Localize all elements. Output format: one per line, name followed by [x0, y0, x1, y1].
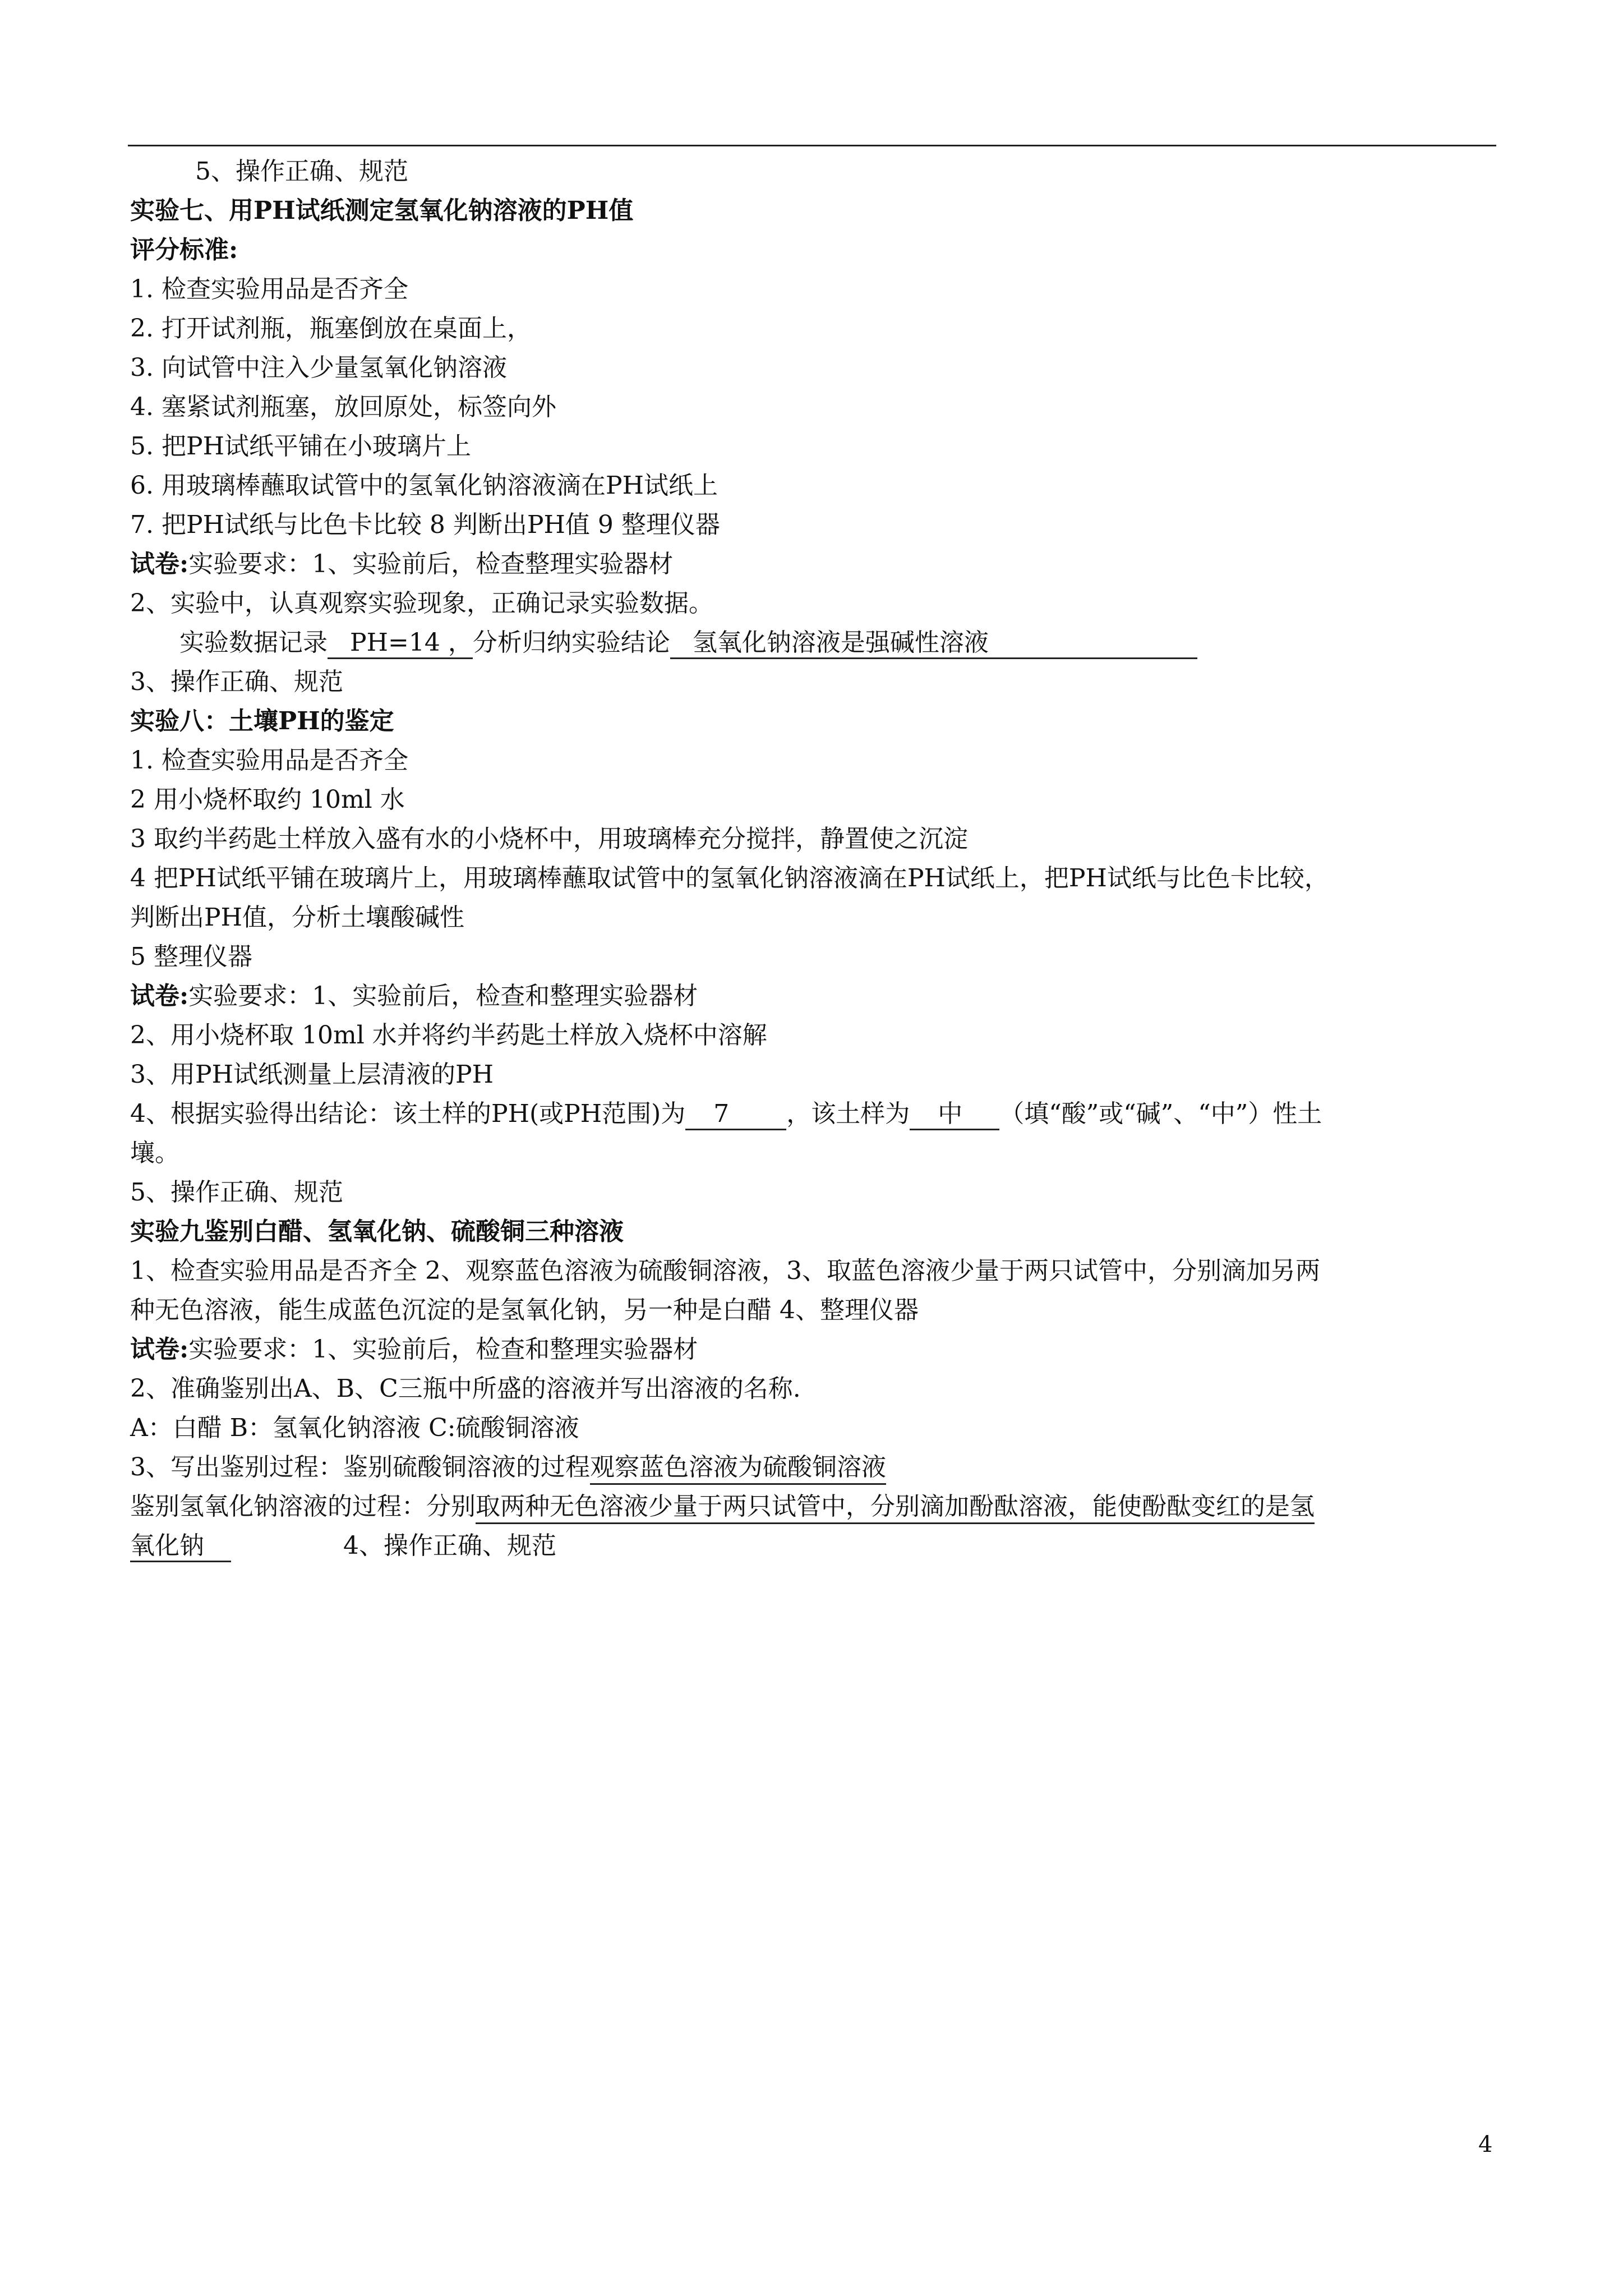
exp9-paper-line — [130, 1333, 698, 1366]
exp7-paper-label: 试卷: — [130, 550, 189, 578]
exp7-title: 实验七、用PH试纸测定氢氧化钠溶液的PH值 — [130, 196, 634, 225]
exp7-record-value: PH=14 ， — [328, 628, 473, 659]
exp8-requirement-2: 2、用小烧杯取 10ml 水并将约半药匙土样放入烧杯中溶解 — [130, 1021, 767, 1050]
exp9-paper-requirement: 实验要求：1、实验前后，检查和整理实验器材 — [188, 1335, 698, 1364]
exp8-paper-requirement: 实验要求：1、实验前后，检查和整理实验器材 — [188, 982, 698, 1010]
exp8-paper-line — [130, 979, 698, 1013]
exp8-requirement-5: 5、操作正确、规范 — [130, 1178, 343, 1207]
exp9-naoh-process-end: 氧化钠 — [130, 1531, 231, 1562]
exp7-record-conclusion: 氢氧化钠溶液是强碱性溶液 — [670, 628, 1197, 659]
exp7-requirement-2: 2、实验中，认真观察实验现象，正确记录实验数据。 — [130, 589, 713, 618]
exp7-scoring-heading: 评分标准: — [130, 236, 238, 264]
exp7-record-line — [179, 626, 1197, 660]
exp7-step-3: 3. 向试管中注入少量氢氧化钠溶液 — [130, 353, 507, 382]
exp8-step-3: 3 取约半药匙土样放入盛有水的小烧杯中，用玻璃棒充分搅拌，静置使之沉淀 — [130, 825, 968, 853]
exp8-req4-mid: ，该土样为 — [786, 1099, 910, 1128]
exp7-step-1: 1. 检查实验用品是否齐全 — [130, 275, 408, 303]
exp7-step-4: 4. 塞紧试剂瓶塞，放回原处，标签向外 — [130, 393, 556, 421]
exp7-paper-line — [130, 547, 673, 581]
exp7-record-mid: 分析归纳实验结论 — [472, 628, 670, 657]
exp8-step-5: 5 整理仪器 — [130, 942, 252, 971]
exp8-step-1: 1. 检查实验用品是否齐全 — [130, 746, 408, 775]
exp9-naoh-process-line — [130, 1490, 1315, 1524]
exp9-copper-sulfate-process: 观察蓝色溶液为硫酸铜溶液 — [590, 1453, 886, 1485]
exp9-steps-line-2: 种无色溶液，能生成蓝色沉淀的是氢氧化钠，另一种是白醋 4、整理仪器 — [130, 1296, 919, 1324]
exp9-requirement-3 — [130, 1451, 886, 1485]
exp9-paper-label: 试卷: — [130, 1335, 189, 1364]
exp8-requirement-4-continued: 壤。 — [130, 1139, 179, 1167]
page-number: 4 — [1478, 2132, 1493, 2157]
exp9-title: 实验九鉴别白醋、氢氧化钠、硫酸铜三种溶液 — [130, 1217, 624, 1246]
exp7-record-prefix: 实验数据记录 — [179, 628, 328, 657]
exp8-step-4-line-1: 4 把PH试纸平铺在玻璃片上，用玻璃棒蘸取试管中的氢氧化钠溶液滴在PH试纸上，把PH试纸与比色卡比较， — [130, 864, 1329, 892]
exp7-step-7: 7. 把PH试纸与比色卡比较 8 判断出PH值 9 整理仪器 — [130, 510, 720, 539]
exp7-step-2: 2. 打开试剂瓶，瓶塞倒放在桌面上， — [130, 314, 532, 343]
exp8-paper-label: 试卷: — [130, 982, 189, 1010]
exp8-req4-prefix: 4、根据实验得出结论：该土样的PH(或PH范围)为 — [130, 1099, 686, 1128]
exp7-requirement-3: 3、操作正确、规范 — [130, 668, 343, 696]
exp8-title: 实验八：土壤PH的鉴定 — [130, 707, 394, 735]
exp9-answers: A：白醋 B：氢氧化钠溶液 C:硫酸铜溶液 — [130, 1414, 579, 1442]
exp9-naoh-process: 取两种无色溶液少量于两只试管中，分别滴加酚酞溶液，能使酚酞变红的是氢 — [476, 1492, 1315, 1524]
exp9-requirement-2: 2、准确鉴别出A、B、C三瓶中所盛的溶液并写出溶液的名称. — [130, 1374, 801, 1403]
exp8-step-4-line-2: 判断出PH值，分析土壤酸碱性 — [130, 903, 464, 932]
exp9-naoh-process-line-2 — [130, 1529, 556, 1563]
exp9-req3-prefix: 3、写出鉴别过程：鉴别硫酸铜溶液的过程 — [130, 1453, 590, 1481]
top-item-5: 5、操作正确、规范 — [195, 157, 408, 186]
exp8-ph-answer: 7 — [685, 1099, 786, 1130]
exp7-paper-requirement: 实验要求：1、实验前后，检查整理实验器材 — [188, 550, 674, 578]
exp8-step-2: 2 用小烧杯取约 10ml 水 — [130, 785, 405, 814]
exp9-requirement-4: 4、操作正确、规范 — [343, 1531, 556, 1560]
exp7-step-6: 6. 用玻璃棒蘸取试管中的氢氧化钠溶液滴在PH试纸上 — [130, 471, 718, 500]
exp9-naoh-prefix: 鉴别氢氧化钠溶液的过程：分别 — [130, 1492, 476, 1521]
header-rule — [128, 145, 1496, 146]
exp8-requirement-3: 3、用PH试纸测量上层清液的PH — [130, 1060, 494, 1089]
exp8-soil-type-answer: 中 — [910, 1099, 999, 1130]
exp8-requirement-4 — [130, 1097, 1322, 1131]
exp8-req4-suffix: （填“酸”或“碱”、“中”）性土 — [999, 1099, 1322, 1128]
exp9-steps-line-1: 1、检查实验用品是否齐全 2、观察蓝色溶液为硫酸铜溶液，3、取蓝色溶液少量于两只试管中，分别滴加另两 — [130, 1257, 1320, 1285]
exp7-step-5: 5. 把PH试纸平铺在小玻璃片上 — [130, 432, 471, 461]
